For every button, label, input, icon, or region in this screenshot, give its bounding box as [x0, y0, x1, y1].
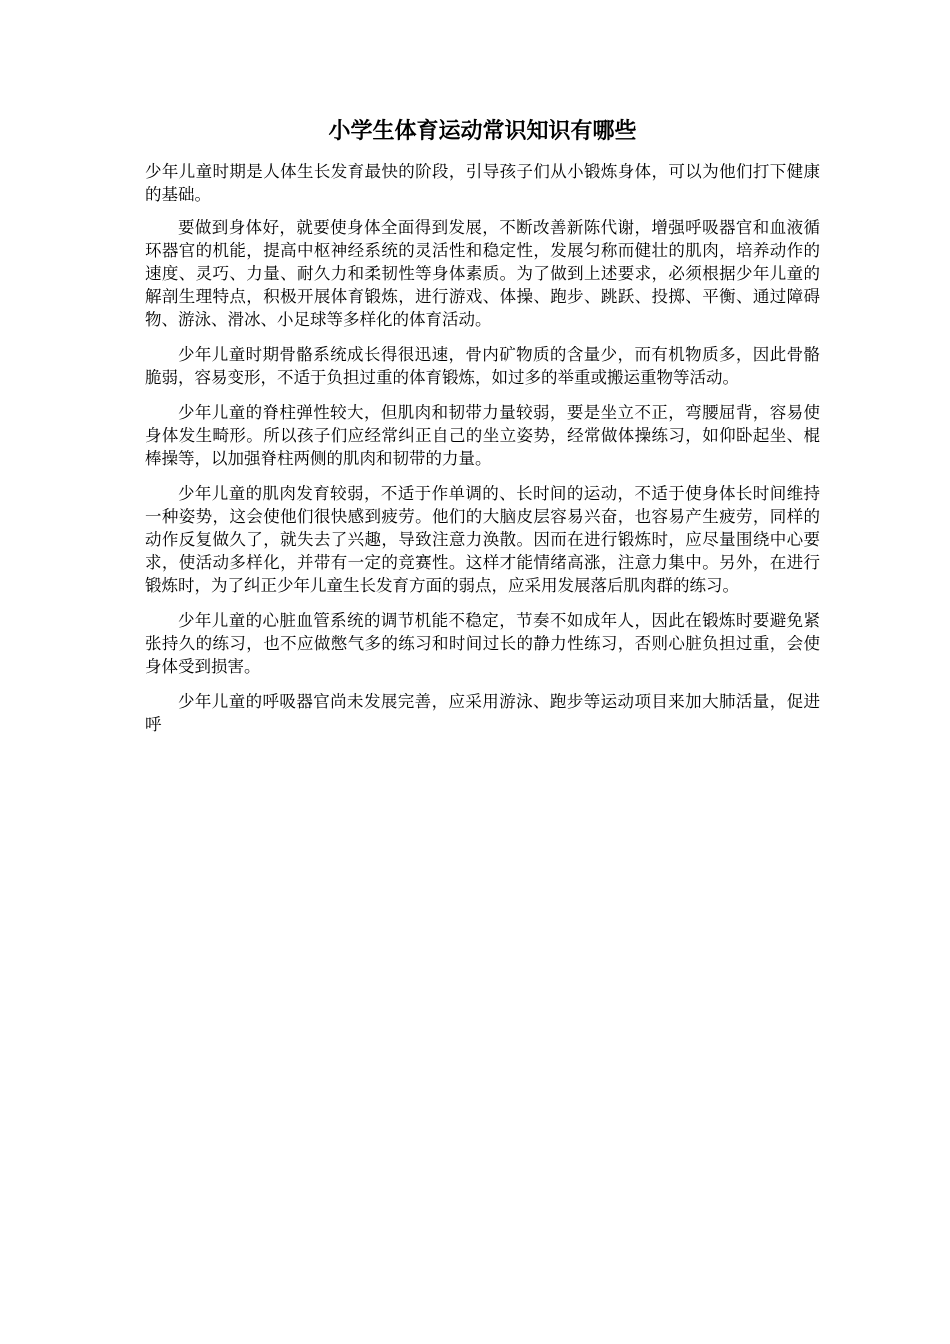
document-body: [145, 112, 820, 748]
paragraph-overall-development: 要做到身体好，就要使身体全面得到发展，不断改善新陈代谢，增强呼吸器官和血液循环器官的机能，提高中枢神经系统的灵活性和稳定性，发展匀称而健壮的肌肉，培养动作的速度、灵巧、力量、耐久力和柔韧性等身体素质。为了做到上述要求，必须根据少年儿童的解剖生理特点，积极开展体育锻炼，进行游戏、体操、跑步、跳跃、投掷、平衡、通过障碍物、游泳、滑冰、小足球等多样化的体育活动。: [145, 218, 820, 329]
paragraph-respiratory: 少年儿童的呼吸器官尚未发展完善，应采用游泳、跑步等运动项目来加大肺活量，促进呼: [145, 692, 820, 734]
document-title: 小学生体育运动常识知识有哪些: [328, 119, 637, 144]
paragraph-intro: 少年儿童时期是人体生长发育最快的阶段，引导孩子们从小锻炼身体，可以为他们打下健康的基础。: [145, 162, 820, 204]
paragraph-muscles: 少年儿童的肌肉发育较弱，不适于作单调的、长时间的运动，不适于使身体长时间维持一种姿势，这会使他们很快感到疲劳。他们的大脑皮层容易兴奋，也容易产生疲劳，同样的动作反复做久了，就失去了兴趣，导致注意力涣散。因而在进行锻炼时，应尽量围绕中心要求，使活动多样化，并带有一定的竞赛性。这样才能情绪高涨，注意力集中。另外，在进行锻炼时，为了纠正少年儿童生长发育方面的弱点，应采用发展落后肌肉群的练习。: [145, 484, 820, 595]
paragraph-spine: 少年儿童的脊柱弹性较大，但肌肉和韧带力量较弱，要是坐立不正，弯腰屈背，容易使身体发生畸形。所以孩子们应经常纠正自己的坐立姿势，经常做体操练习，如仰卧起坐、棍棒操等，以加强脊柱两侧的肌肉和韧带的力量。: [145, 403, 820, 468]
paragraph-heart: 少年儿童的心脏血管系统的调节机能不稳定，节奏不如成年人，因此在锻炼时要避免紧张持久的练习，也不应做憋气多的练习和时间过长的静力性练习，否则心脏负担过重，会使身体受到损害。: [145, 611, 820, 676]
paragraph-skeleton: 少年儿童时期骨骼系统成长得很迅速，骨内矿物质的含量少，而有机物质多，因此骨骼脆弱，容易变形，不适于负担过重的体育锻炼，如过多的举重或搬运重物等活动。: [145, 345, 820, 387]
